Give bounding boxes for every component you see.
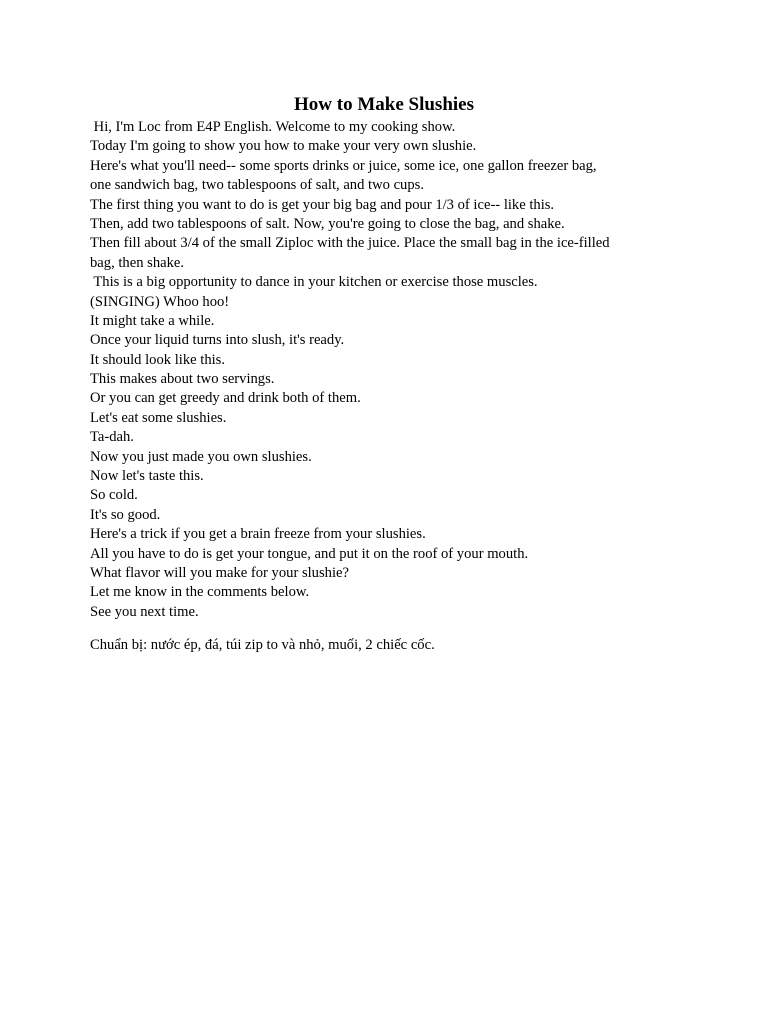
transcript-line: Then fill about 3/4 of the small Ziploc with the juice. Place the small bag in the ice-filled — [90, 235, 610, 252]
transcript-line: This is a big opportunity to dance in your kitchen or exercise those muscles. — [90, 274, 538, 291]
transcript-line: Let me know in the comments below. — [90, 584, 310, 601]
transcript-line: bag, then shake. — [90, 254, 185, 271]
transcript-line: Then, add two tablespoons of salt. Now, you're going to close the bag, and shake. — [90, 215, 565, 232]
transcript-line: Ta-dah. — [90, 429, 134, 446]
transcript-line: It should look like this. — [90, 351, 225, 368]
transcript-line: Here's a trick if you get a brain freeze from your slushies. — [90, 526, 426, 543]
transcript-line: Hi, I'm Loc from E4P English. Welcome to my cooking show. — [90, 119, 456, 135]
transcript-line: Once your liquid turns into slush, it's ready. — [90, 332, 345, 349]
transcript-line: Here's what you'll need-- some sports drinks or juice, some ice, one gallon freezer bag, — [90, 157, 597, 174]
transcript-line: Or you can get greedy and drink both of them. — [90, 390, 361, 407]
transcript-body — [90, 118, 690, 622]
transcript-line: one sandwich bag, two tablespoons of salt, and two cups. — [90, 177, 424, 194]
transcript-line: All you have to do is get your tongue, and put it on the roof of your mouth. — [90, 545, 529, 562]
transcript-line: (SINGING) Whoo hoo! — [90, 293, 230, 310]
transcript-line: It might take a while. — [90, 312, 215, 329]
transcript-line: Let's eat some slushies. — [90, 409, 227, 426]
transcript-line: Now let's taste this. — [90, 468, 204, 485]
transcript-line: Now you just made you own slushies. — [90, 448, 312, 465]
transcript-line: So cold. — [90, 487, 138, 504]
transcript-line: The first thing you want to do is get your big bag and pour 1/3 of ice-- like this. — [90, 196, 555, 213]
transcript-line: This makes about two servings. — [90, 371, 275, 388]
transcript-line: Today I'm going to show you how to make your very own slushie. — [90, 138, 477, 155]
document-title: How to Make Slushies — [294, 94, 474, 115]
transcript-line: It's so good. — [90, 506, 161, 523]
transcript-line: See you next time. — [90, 603, 199, 620]
transcript-line: What flavor will you make for your slushie? — [90, 564, 349, 581]
preparation-note: Chuẩn bị: nước ép, đá, túi zip to và nhỏ, muối, 2 chiếc cốc. — [90, 637, 435, 653]
